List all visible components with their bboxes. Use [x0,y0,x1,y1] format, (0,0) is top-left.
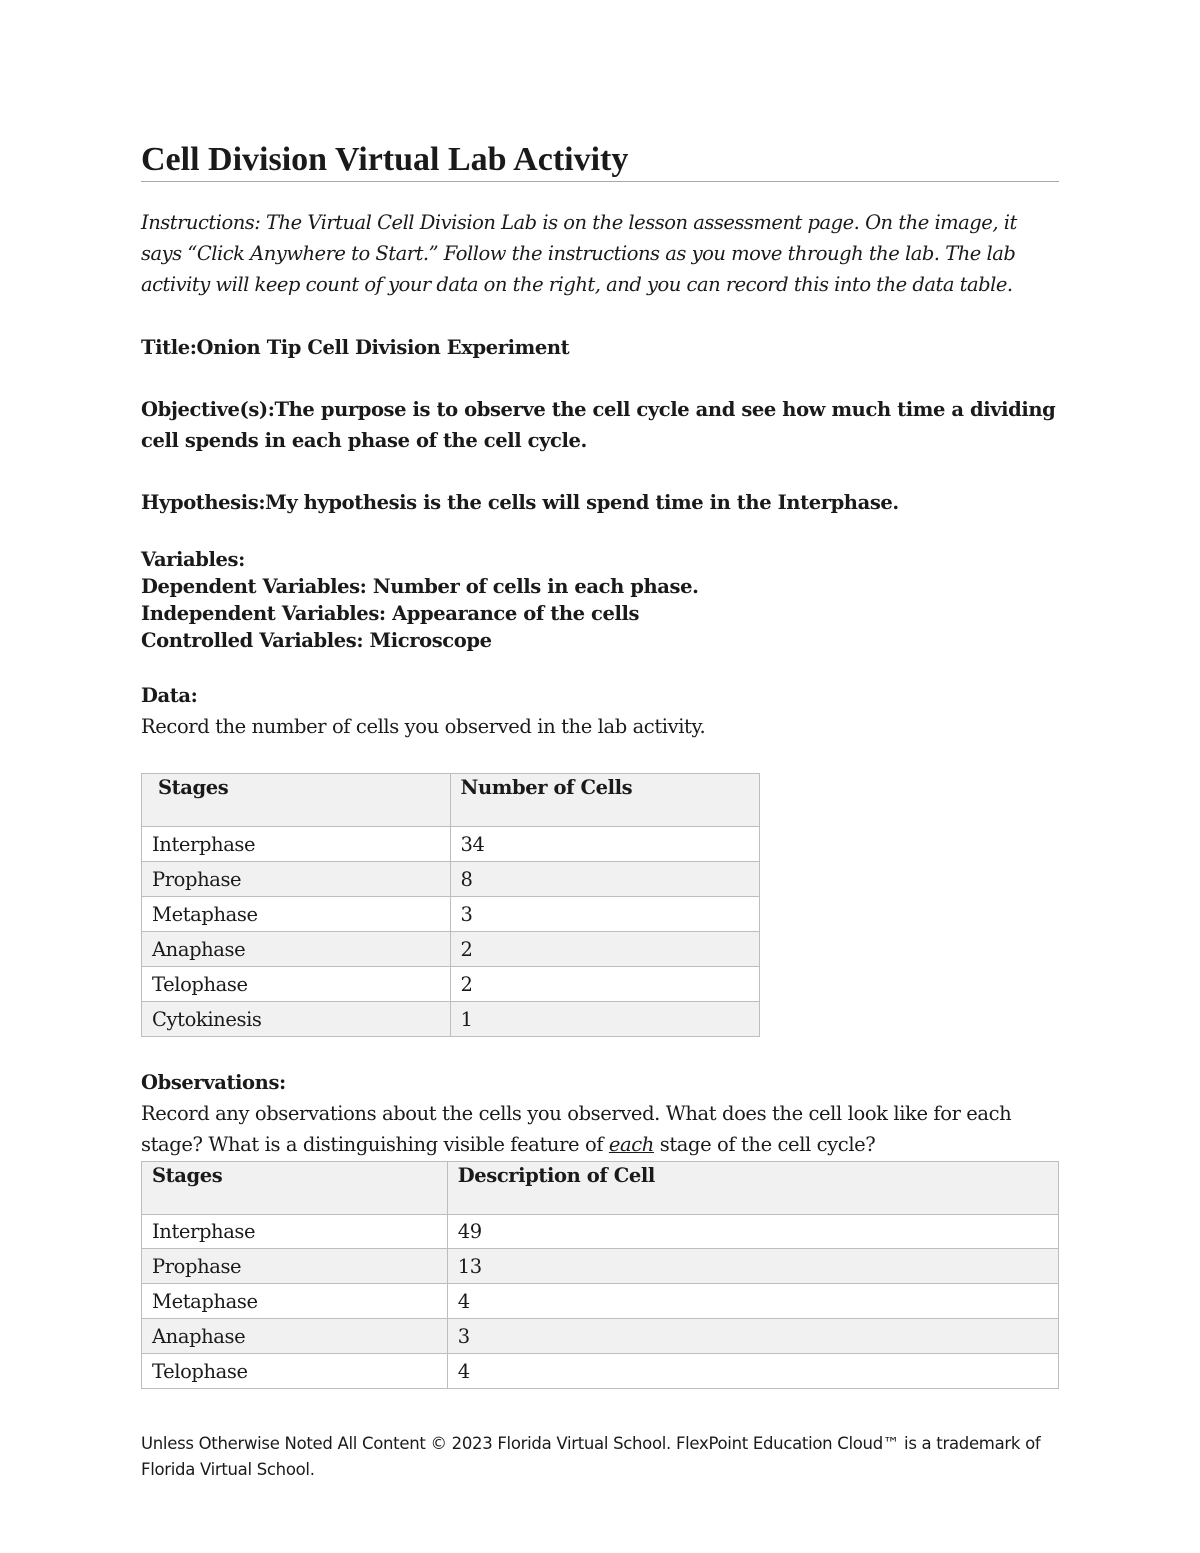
table-cell: Metaphase [142,1284,448,1319]
hypothesis-label: Hypothesis: [141,491,266,514]
table-cell: Telophase [142,967,451,1002]
table-cell: Interphase [142,1215,448,1249]
observations-instruction-emphasis: each [608,1133,654,1156]
table-cell: 8 [450,862,759,897]
observations-instruction-part: stage of the cell cycle? [653,1133,876,1156]
table-cell: 34 [450,827,759,862]
observations-table [141,1161,1059,1389]
objective-value: The purpose is to observe the cell cycle and see how much time a dividing cell spends in each phase of the cell cycle. [141,398,1056,452]
data-heading: Data: [141,684,198,707]
table-cell: 1 [450,1002,759,1037]
title-line [141,332,1059,363]
table-cell: 4 [447,1354,1058,1389]
table-cell: 3 [447,1319,1058,1354]
table-cell: Anaphase [142,1319,448,1354]
dependent-variables: Dependent Variables: Number of cells in each phase. [141,575,699,598]
title-value: Onion Tip Cell Division Experiment [196,336,570,359]
table-row [142,1002,760,1037]
table-row [142,897,760,932]
observations-instruction [141,1098,1059,1160]
table-row [142,932,760,967]
table-cell: 49 [447,1215,1058,1249]
data-instruction: Record the number of cells you observed in the lab activity. [141,715,706,738]
objective-line [141,394,1059,456]
controlled-variables: Controlled Variables: Microscope [141,629,492,652]
table-header-row [142,774,760,827]
table-cell: Prophase [142,1249,448,1284]
table-cell: Telophase [142,1354,448,1389]
table-cell: 4 [447,1284,1058,1319]
table-cell: Anaphase [142,932,451,967]
observations-instruction-part: Record any observations about the cells you observed. What does the cell look like for each stage? What is a distinguishing visible feature of [141,1102,1012,1156]
table-header-cell: Description of Cell [447,1162,1058,1215]
table-row [142,862,760,897]
table-cell: 2 [450,932,759,967]
table-cell: Cytokinesis [142,1002,451,1037]
table-header-cell: Stages [142,774,451,827]
table-row [142,1354,1059,1389]
table-row [142,967,760,1002]
observations-heading: Observations: [141,1071,286,1094]
title-label: Title: [141,336,197,359]
table-cell: 2 [450,967,759,1002]
data-table [141,773,760,1037]
table-header-row [142,1162,1059,1215]
page-title: Cell Division Virtual Lab Activity [141,140,1059,182]
footer-copyright: Unless Otherwise Noted All Content © 2023 Florida Virtual School. FlexPoint Education Cloud™ is a trademark of Florida Virtual School. [141,1434,1041,1479]
variables-section [141,546,1059,654]
hypothesis-value: My hypothesis is the cells will spend time in the Interphase. [265,491,899,514]
table-header-cell: Stages [142,1162,448,1215]
table-cell: 13 [447,1249,1058,1284]
variables-heading: Variables: [141,548,245,571]
table-cell: Interphase [142,827,451,862]
objective-label: Objective(s): [141,398,275,421]
table-cell: Metaphase [142,897,451,932]
table-row [142,1319,1059,1354]
table-row [142,1284,1059,1319]
table-row [142,827,760,862]
table-header-cell: Number of Cells [450,774,759,827]
table-cell: 3 [450,897,759,932]
instructions-text: Instructions: The Virtual Cell Division Lab is on the lesson assessment page. On the image, it says “Click Anywhere to Start.” Follow the instructions as you move through the lab. The lab activity will keep count of your data on the right, and you can record this into the data table. [141,211,1017,296]
table-cell: Prophase [142,862,451,897]
table-row [142,1249,1059,1284]
hypothesis-line [141,487,1059,518]
table-row [142,1215,1059,1249]
independent-variables: Independent Variables: Appearance of the cells [141,602,640,625]
